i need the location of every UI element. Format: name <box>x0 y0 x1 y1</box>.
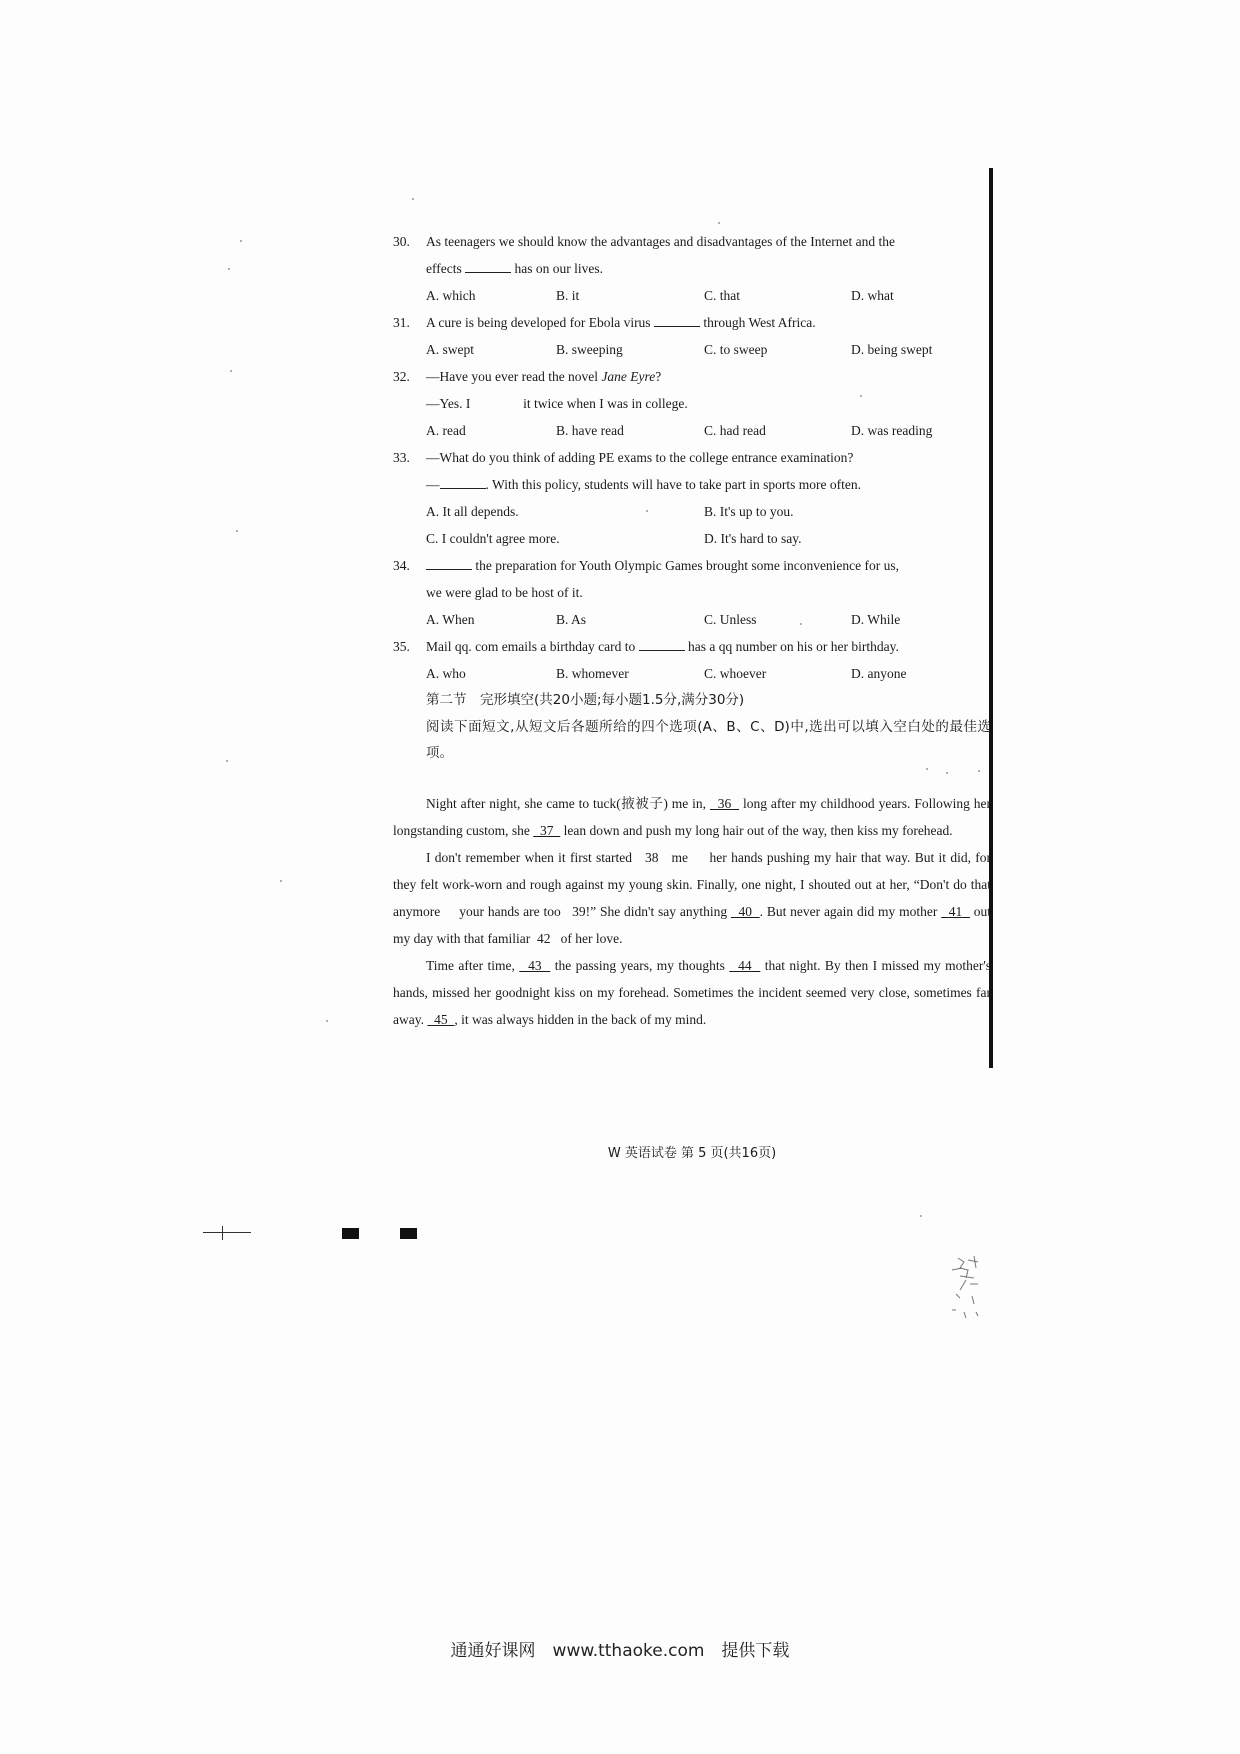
question-number: 34. <box>393 558 410 573</box>
blank-40 <box>731 904 760 919</box>
scan-marker-square <box>342 1228 359 1239</box>
options-33-row1 <box>393 498 991 525</box>
option-c: C. I couldn't agree more. <box>426 531 560 546</box>
answer-blank <box>426 555 472 570</box>
passage-text: of her love. <box>557 931 623 946</box>
option-c: C. to sweep <box>704 342 768 357</box>
stem-text: we were glad to be host of it. <box>426 585 583 600</box>
blank-41 <box>941 904 970 919</box>
blank-number: 41 <box>948 904 963 919</box>
passage-text: I don't remember when it first started <box>426 850 637 865</box>
passage-text: long after my childhood years. Following her longstanding custom, she <box>393 796 991 838</box>
registration-tick <box>222 1226 223 1240</box>
options-30 <box>393 282 991 309</box>
passage-text: your hands are too <box>455 904 565 919</box>
stem-text: —Have you ever read the novel <box>426 369 602 384</box>
reply-text: — <box>426 477 440 492</box>
option-d: D. was reading <box>851 423 933 438</box>
option-d: D. It's hard to say. <box>704 531 802 546</box>
stem-text: through West Africa. <box>703 315 816 330</box>
stem-text: A cure is being developed for Ebola virus <box>426 315 651 330</box>
passage-text: me <box>667 850 693 865</box>
option-a: A. It all depends. <box>426 504 519 519</box>
blank-number: 44 <box>738 958 752 973</box>
question-30-cont <box>393 255 991 282</box>
options-35 <box>393 660 991 687</box>
blank-number: 43 <box>528 958 542 973</box>
option-b: B. It's up to you. <box>704 504 794 519</box>
blank-number: 45 <box>434 1012 448 1027</box>
section-heading: 第二节 完形填空(共20小题;每小题1.5分,满分30分) <box>426 692 745 708</box>
passage-paragraph-3 <box>393 952 991 1033</box>
blank-38: 38 <box>644 850 659 865</box>
blank-number: 40 <box>738 904 753 919</box>
passage-text: the passing years, my thoughts <box>550 958 730 973</box>
stem-text: Mail qq. com emails a birthday card to <box>426 639 636 654</box>
blank-number: 36 <box>717 796 732 811</box>
blank-number: 37 <box>540 823 554 838</box>
option-b: B. have read <box>556 423 624 438</box>
download-credit: 通通好课网 www.tthaoke.com 提供下载 <box>450 1641 790 1661</box>
answer-blank <box>440 474 486 489</box>
answer-blank <box>654 312 700 327</box>
novel-title: Jane Eyre <box>601 369 656 384</box>
question-32-reply <box>393 390 991 417</box>
option-b: B. it <box>556 288 580 303</box>
blank-42: 42 <box>536 931 551 946</box>
stem-text: ? <box>655 369 662 384</box>
blank-45 <box>427 1012 454 1027</box>
passage-text: . But never again did my mother <box>759 904 942 919</box>
question-31 <box>393 309 991 336</box>
question-number: 35. <box>393 639 410 654</box>
question-33-reply <box>393 471 991 498</box>
option-b: B. sweeping <box>556 342 623 357</box>
scan-marker-square <box>400 1228 417 1239</box>
answer-blank <box>474 393 520 408</box>
registration-mark <box>203 1232 251 1233</box>
stem-text: effects <box>426 261 462 276</box>
option-c: C. that <box>704 288 740 303</box>
question-33 <box>393 444 991 471</box>
passage-paragraph-1 <box>393 790 991 844</box>
scan-stamp-mark <box>938 1250 998 1330</box>
question-number: 33. <box>393 450 410 465</box>
blank-37 <box>533 823 560 838</box>
blank-43 <box>519 958 550 973</box>
question-number: 30. <box>393 234 410 249</box>
question-34 <box>393 552 991 579</box>
section-instructions: 阅读下面短文,从短文后各题所给的四个选项(A、B、C、D)中,选出可以填入空白处的最佳选项。 <box>426 719 991 761</box>
blank-39: 39 <box>572 904 586 919</box>
answer-blank <box>639 636 685 651</box>
question-35 <box>393 633 991 660</box>
option-a: A. swept <box>426 342 474 357</box>
option-a: A. When <box>426 612 475 627</box>
passage-text: that night. By then I missed my mother's hands, missed her goodnight kiss on my forehead. Sometimes the incident seemed very close, sometimes far away. <box>393 958 992 1027</box>
option-d: D. what <box>851 288 894 303</box>
passage-text: Time after time, <box>426 958 520 973</box>
answer-blank <box>465 258 511 273</box>
passage-text: lean down and push my long hair out of the way, then kiss my forehead. <box>560 823 953 838</box>
question-32 <box>393 363 991 390</box>
stem-text: has on our lives. <box>514 261 603 276</box>
passage-paragraph-2 <box>393 844 991 952</box>
options-34 <box>393 606 991 633</box>
options-32 <box>393 417 991 444</box>
question-number: 32. <box>393 369 410 384</box>
page-footer: W 英语试卷 第 5 页(共16页) <box>607 1146 777 1161</box>
passage-text: , it was always hidden in the back of my mind. <box>454 1012 707 1027</box>
question-number: 31. <box>393 315 410 330</box>
option-a: A. who <box>426 666 466 681</box>
question-block <box>393 228 991 1033</box>
stem-text: —What do you think of adding PE exams to the college entrance examination? <box>426 450 854 465</box>
options-31 <box>393 336 991 363</box>
cloze-passage <box>393 790 991 1033</box>
option-d: D. While <box>851 612 901 627</box>
option-c: C. whoever <box>704 666 767 681</box>
reply-text: . With this policy, students will have to take part in sports more often. <box>485 477 862 492</box>
option-c: C. had read <box>704 423 766 438</box>
option-b: B. As <box>556 612 587 627</box>
passage-text: her hands pushing my hair that way. But it did, for they felt work-worn and rough against my young skin. Finally, one night, I shouted out at her, “Don't do that anymore <box>393 850 992 919</box>
stem-text: has a qq number on his or her birthday. <box>687 639 899 654</box>
option-d: D. being swept <box>851 342 933 357</box>
passage-text: out my day with that familiar <box>393 904 991 946</box>
reply-text: —Yes. I <box>426 396 471 411</box>
blank-44 <box>729 958 760 973</box>
stem-text: the preparation for Youth Olympic Games brought some inconvenience for us, <box>475 558 900 573</box>
option-a: A. read <box>426 423 466 438</box>
question-34-cont <box>393 579 991 606</box>
option-c: C. Unless <box>704 612 757 627</box>
passage-text: !” She didn't say anything <box>585 904 731 919</box>
option-d: D. anyone <box>851 666 907 681</box>
question-30 <box>393 228 991 255</box>
passage-text: Night after night, she came to tuck(掖被子) me in, <box>426 796 710 811</box>
question-stem: As teenagers we should know the advantages and disadvantages of the Internet and the <box>426 234 895 249</box>
option-b: B. whomever <box>556 666 629 681</box>
option-a: A. which <box>426 288 476 303</box>
reply-text: it twice when I was in college. <box>523 396 688 411</box>
blank-36 <box>710 796 739 811</box>
options-33-row2 <box>393 525 991 552</box>
